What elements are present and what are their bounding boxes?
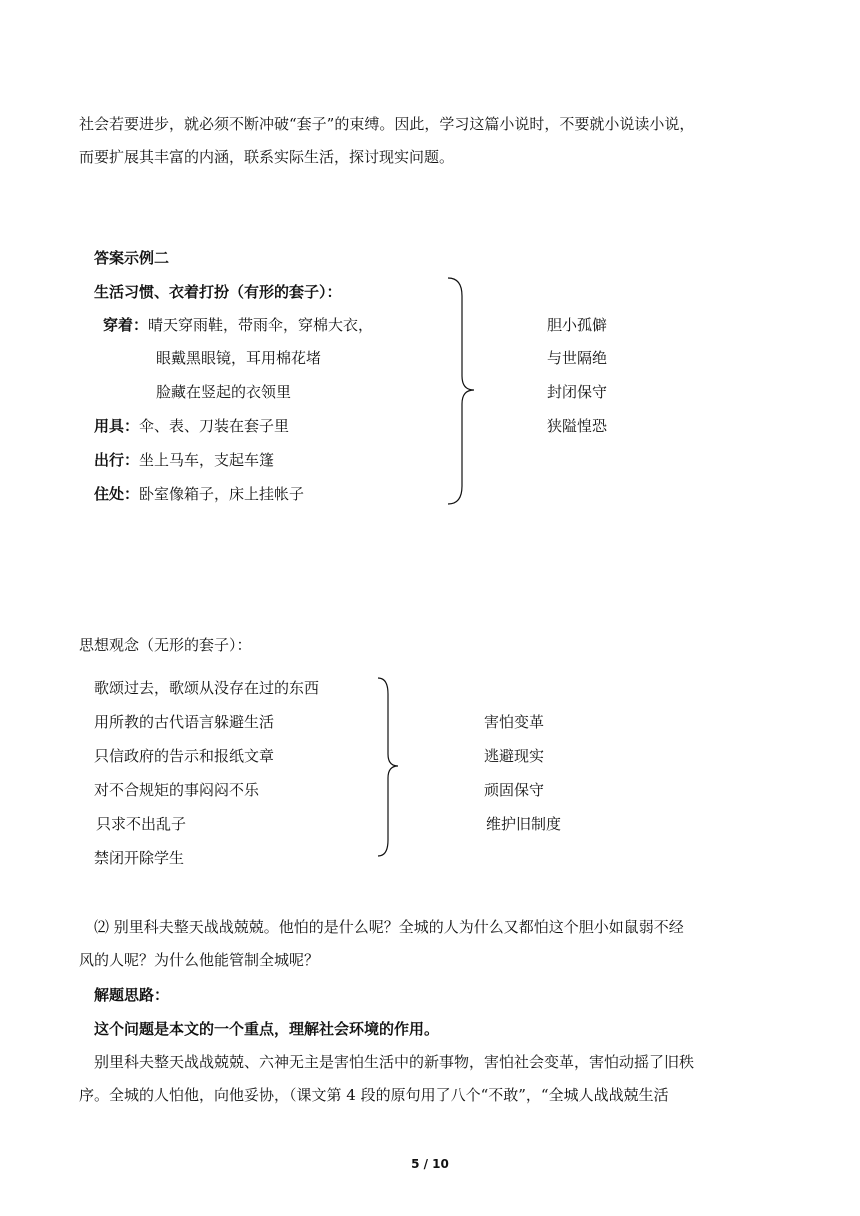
habit-trait-3: 封闭保守	[547, 383, 608, 401]
page-number: 5 / 10	[411, 1157, 449, 1171]
travel-text: 坐上马车，支起车篷	[139, 451, 275, 469]
idea-item-4: 对不合规矩的事闷闷不乐	[94, 781, 260, 799]
example-title: 答案示例二	[94, 249, 170, 267]
idea-trait-1: 害怕变革	[484, 713, 545, 731]
idea-item-3: 只信政府的告示和报纸文章	[94, 747, 275, 765]
intro-line-1: 社会若要进步，就必须不断冲破“套子”的束缚。因此，学习这篇小说时，不要就小说读小说，	[79, 115, 695, 133]
question-line-1: ⑵ 别里科夫整天战战兢兢。他怕的是什么呢？全城的人为什么又都怕这个胆小如鼠弱不经	[94, 918, 684, 936]
question-line-2: 风的人呢？为什么他能管制全城呢？	[79, 951, 320, 969]
answer-line-2: 序。全城的人怕他，向他妥协，（课文第 4 段的原句用了八个“不敢”，“全城人战战兢生活	[79, 1086, 669, 1104]
tools-row	[94, 416, 289, 436]
home-label: 住处：	[94, 485, 140, 503]
idea-trait-2: 逃避现实	[484, 747, 545, 765]
wear-line-3: 脸藏在竖起的衣领里	[156, 383, 292, 401]
tools-text: 伞、表、刀装在套子里	[139, 417, 290, 435]
habit-trait-2: 与世隔绝	[547, 349, 608, 367]
answer-line-1: 别里科夫整天战战兢兢、六神无主是害怕生活中的新事物，害怕社会变革，害怕动摇了旧秩	[94, 1053, 695, 1071]
idea-item-5: 只求不出乱子	[96, 815, 187, 833]
habits-heading: 生活习惯、衣着打扮（有形的套子）：	[94, 283, 342, 301]
habit-trait-4: 狭隘惶恐	[547, 417, 608, 435]
wear-text: 晴天穿雨鞋，带雨伞，穿棉大衣，	[148, 316, 374, 334]
wear-label: 穿着：	[103, 316, 149, 334]
idea-item-2: 用所教的古代语言躲避生活	[94, 713, 275, 731]
approach-label: 解题思路：	[94, 986, 170, 1004]
travel-label: 出行：	[94, 451, 140, 469]
habits-brace	[446, 276, 486, 506]
wear-line-2: 眼戴黑眼镜，耳用棉花堵	[156, 349, 322, 367]
home-row	[94, 484, 304, 504]
tools-label: 用具：	[94, 417, 140, 435]
idea-item-6: 禁闭开除学生	[94, 849, 185, 867]
habit-trait-1: 胆小孤僻	[547, 316, 608, 334]
intro-line-2: 而要扩展其丰富的内涵，联系实际生活，探讨现实问题。	[79, 148, 455, 166]
idea-trait-3: 顽固保守	[484, 781, 545, 799]
idea-trait-4: 维护旧制度	[486, 815, 562, 833]
ideas-brace	[376, 676, 416, 858]
idea-item-1: 歌颂过去，歌颂从没存在过的东西	[94, 679, 320, 697]
ideas-heading: 思想观念（无形的套子）：	[79, 636, 252, 654]
wear-row	[103, 315, 373, 335]
key-point: 这个问题是本文的一个重点，理解社会环境的作用。	[94, 1020, 440, 1038]
travel-row	[94, 450, 274, 470]
home-text: 卧室像箱子，床上挂帐子	[139, 485, 305, 503]
